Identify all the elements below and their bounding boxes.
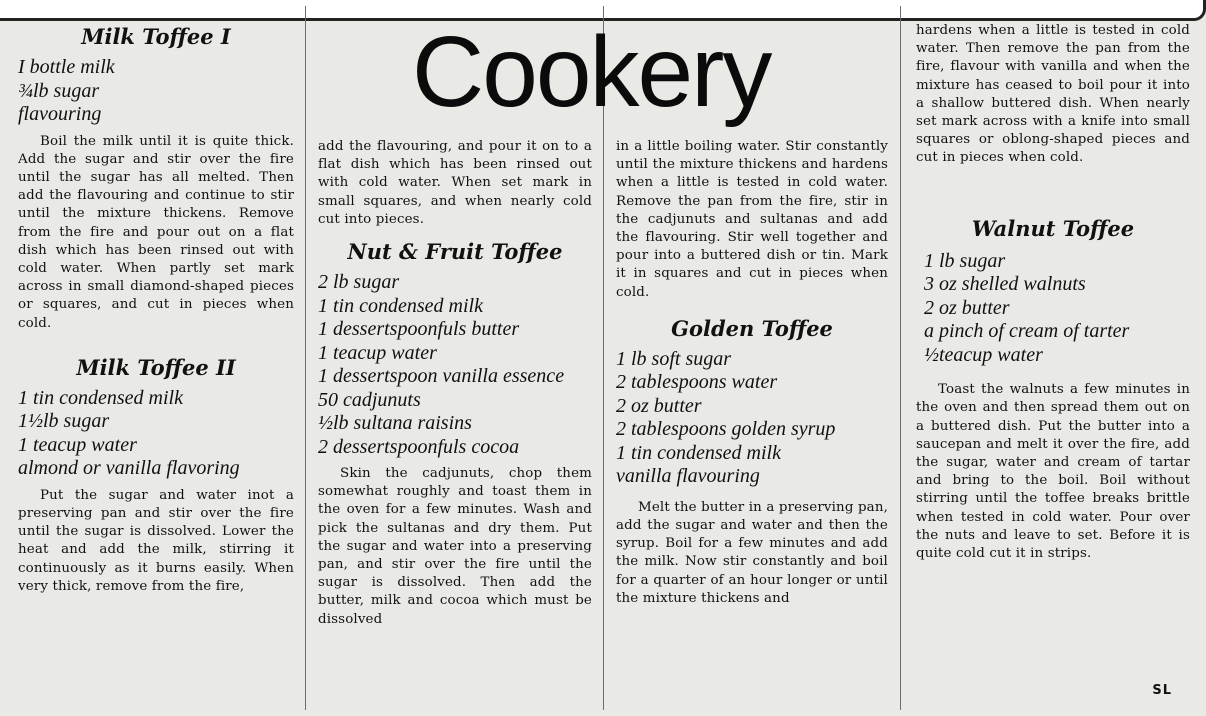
recipe-title-milk-toffee-1: Milk Toffee I [81,24,231,49]
column-2 [318,138,592,629]
method-milk-toffee-2-part-2: add the flavouring, and pour it on to a flat dish which has been rinsed out with cold water. When set mark in small squares, and when nearly cold cut into pieces. [318,139,592,227]
ingredient: 2 oz butter [924,296,1010,319]
ingredient: flavouring [18,103,102,125]
ingredient-list-milk-toffee-1 [18,56,294,127]
method-golden-toffee-part-2: hardens when a little is tested in cold water. Then remove the pan from the fire, flavour with vanilla and when the mixture has ceased to boil pour it into a shallow buttered dish. When nearly set mark across with a knife into small squares or oblong-shaped pieces and cut in pieces when cold. [916,23,1190,166]
ingredient: ½lb sultana raisins [318,412,472,435]
ingredient: I bottle milk [18,56,115,78]
ingredient: 1 tin condensed milk [616,441,781,464]
ingredient: 2 tablespoons golden syrup [616,418,836,441]
ingredient: 1 teacup water [18,433,137,456]
method-milk-toffee-2-part-1: Put the sugar and water inot a preserving pan and stir over the fire until the sugar is dissolved. Lower the heat and add the milk, stirring it continuously as it burns easily. When very thick, remove from the fire, [18,487,294,594]
recipe-title-golden-toffee: Golden Toffee [671,315,833,341]
method-nut-fruit-toffee-part-2: in a little boiling water. Stir constantly until the mixture thickens and hardens when a little is tested in cold water. Remove the pan from the fire, stir in the cadjunuts and sultanas and add the flavouring. Stir well together and pour into a buttered dish or tin. Mark it in squares and cut in pieces when cold. [616,139,888,300]
ingredient-list-walnut-toffee [916,250,1190,368]
method-golden-toffee-part-1: Melt the butter in a preserving pan, add the sugar and water and then the syrup. Boil for a few minutes and add the milk. Now stir constantly and boil for a quarter of an hour longer or until the mixture thickens and [616,499,888,606]
method-walnut-toffee: Toast the walnuts a few minutes in the oven and then spread them out on a buttered dish. Put the butter into a saucepan and melt it over the fire, add the sugar, water and cream of tartar and bring to the boil. Boil without stirring until the toffee breaks brittle when tested in cold water. Pour over the nuts and leave to set. Before it is quite cold cut it in strips. [916,382,1190,561]
ingredient: a pinch of cream of tarter [924,320,1130,343]
ingredient: 3 oz shelled walnuts [924,273,1086,296]
ingredient-list-milk-toffee-2 [18,387,294,481]
ingredient: ¾lb sugar [18,79,100,102]
recipe-title-walnut-toffee: Walnut Toffee [971,215,1135,241]
column-3 [616,138,888,608]
ingredient: 2 lb sugar [318,271,400,294]
ingredient: 50 cadjunuts [318,388,421,411]
column-rule [305,6,306,710]
method-nut-fruit-toffee-part-1: Skin the cadjunuts, chop them somewhat roughly and toast them in the oven for a few minutes. Wash and pick the sultanas and dry them. Put the sugar and water into a preserving pan, and stir over the fire until the sugar is dissolved. Then add the butter, milk and cocoa which must be dissolved [318,466,592,627]
ingredient: almond or vanilla flavoring [18,457,240,480]
author-signature: SL [1152,683,1172,698]
ingredient: 2 dessertspoonfuls cocoa [318,435,520,458]
recipe-title-nut-fruit-toffee: Nut & Fruit Toffee [347,239,563,265]
ingredient: 2 oz butter [616,394,702,417]
column-4 [916,22,1190,563]
ingredient: 1½lb sugar [18,410,110,433]
ingredient-list-golden-toffee [616,348,888,489]
masthead-title: Cookery [412,16,771,128]
ingredient: 1 lb sugar [924,249,1006,272]
recipe-title-milk-toffee-2: Milk Toffee II [76,354,236,380]
ingredient: 1 tin condensed milk [318,294,483,317]
ingredient: ½teacup water [924,343,1043,366]
ingredient: 1 lb soft sugar [616,347,732,370]
column-1 [18,24,294,596]
ingredient: 1 dessertspoon vanilla essence [318,365,565,388]
ingredient: 1 dessertspoonfuls butter [318,318,520,341]
ingredient-list-nut-fruit-toffee [318,271,592,459]
ingredient: 1 teacup water [318,341,437,364]
ingredient: 1 tin condensed milk [18,386,183,409]
ingredient: vanilla flavouring [616,465,760,488]
ingredient: 2 tablespoons water [616,371,778,394]
method-milk-toffee-1: Boil the milk until it is quite thick. Add the sugar and stir over the fire until the sugar has all melted. Then add the flavouring and continue to stir until the mixture thickens. Remove from the fire and pour out on a flat dish which has been rinsed out with cold water. When partly set mark across in small diamond-shaped pieces or squares, and cut in pieces when cold. [18,133,294,331]
